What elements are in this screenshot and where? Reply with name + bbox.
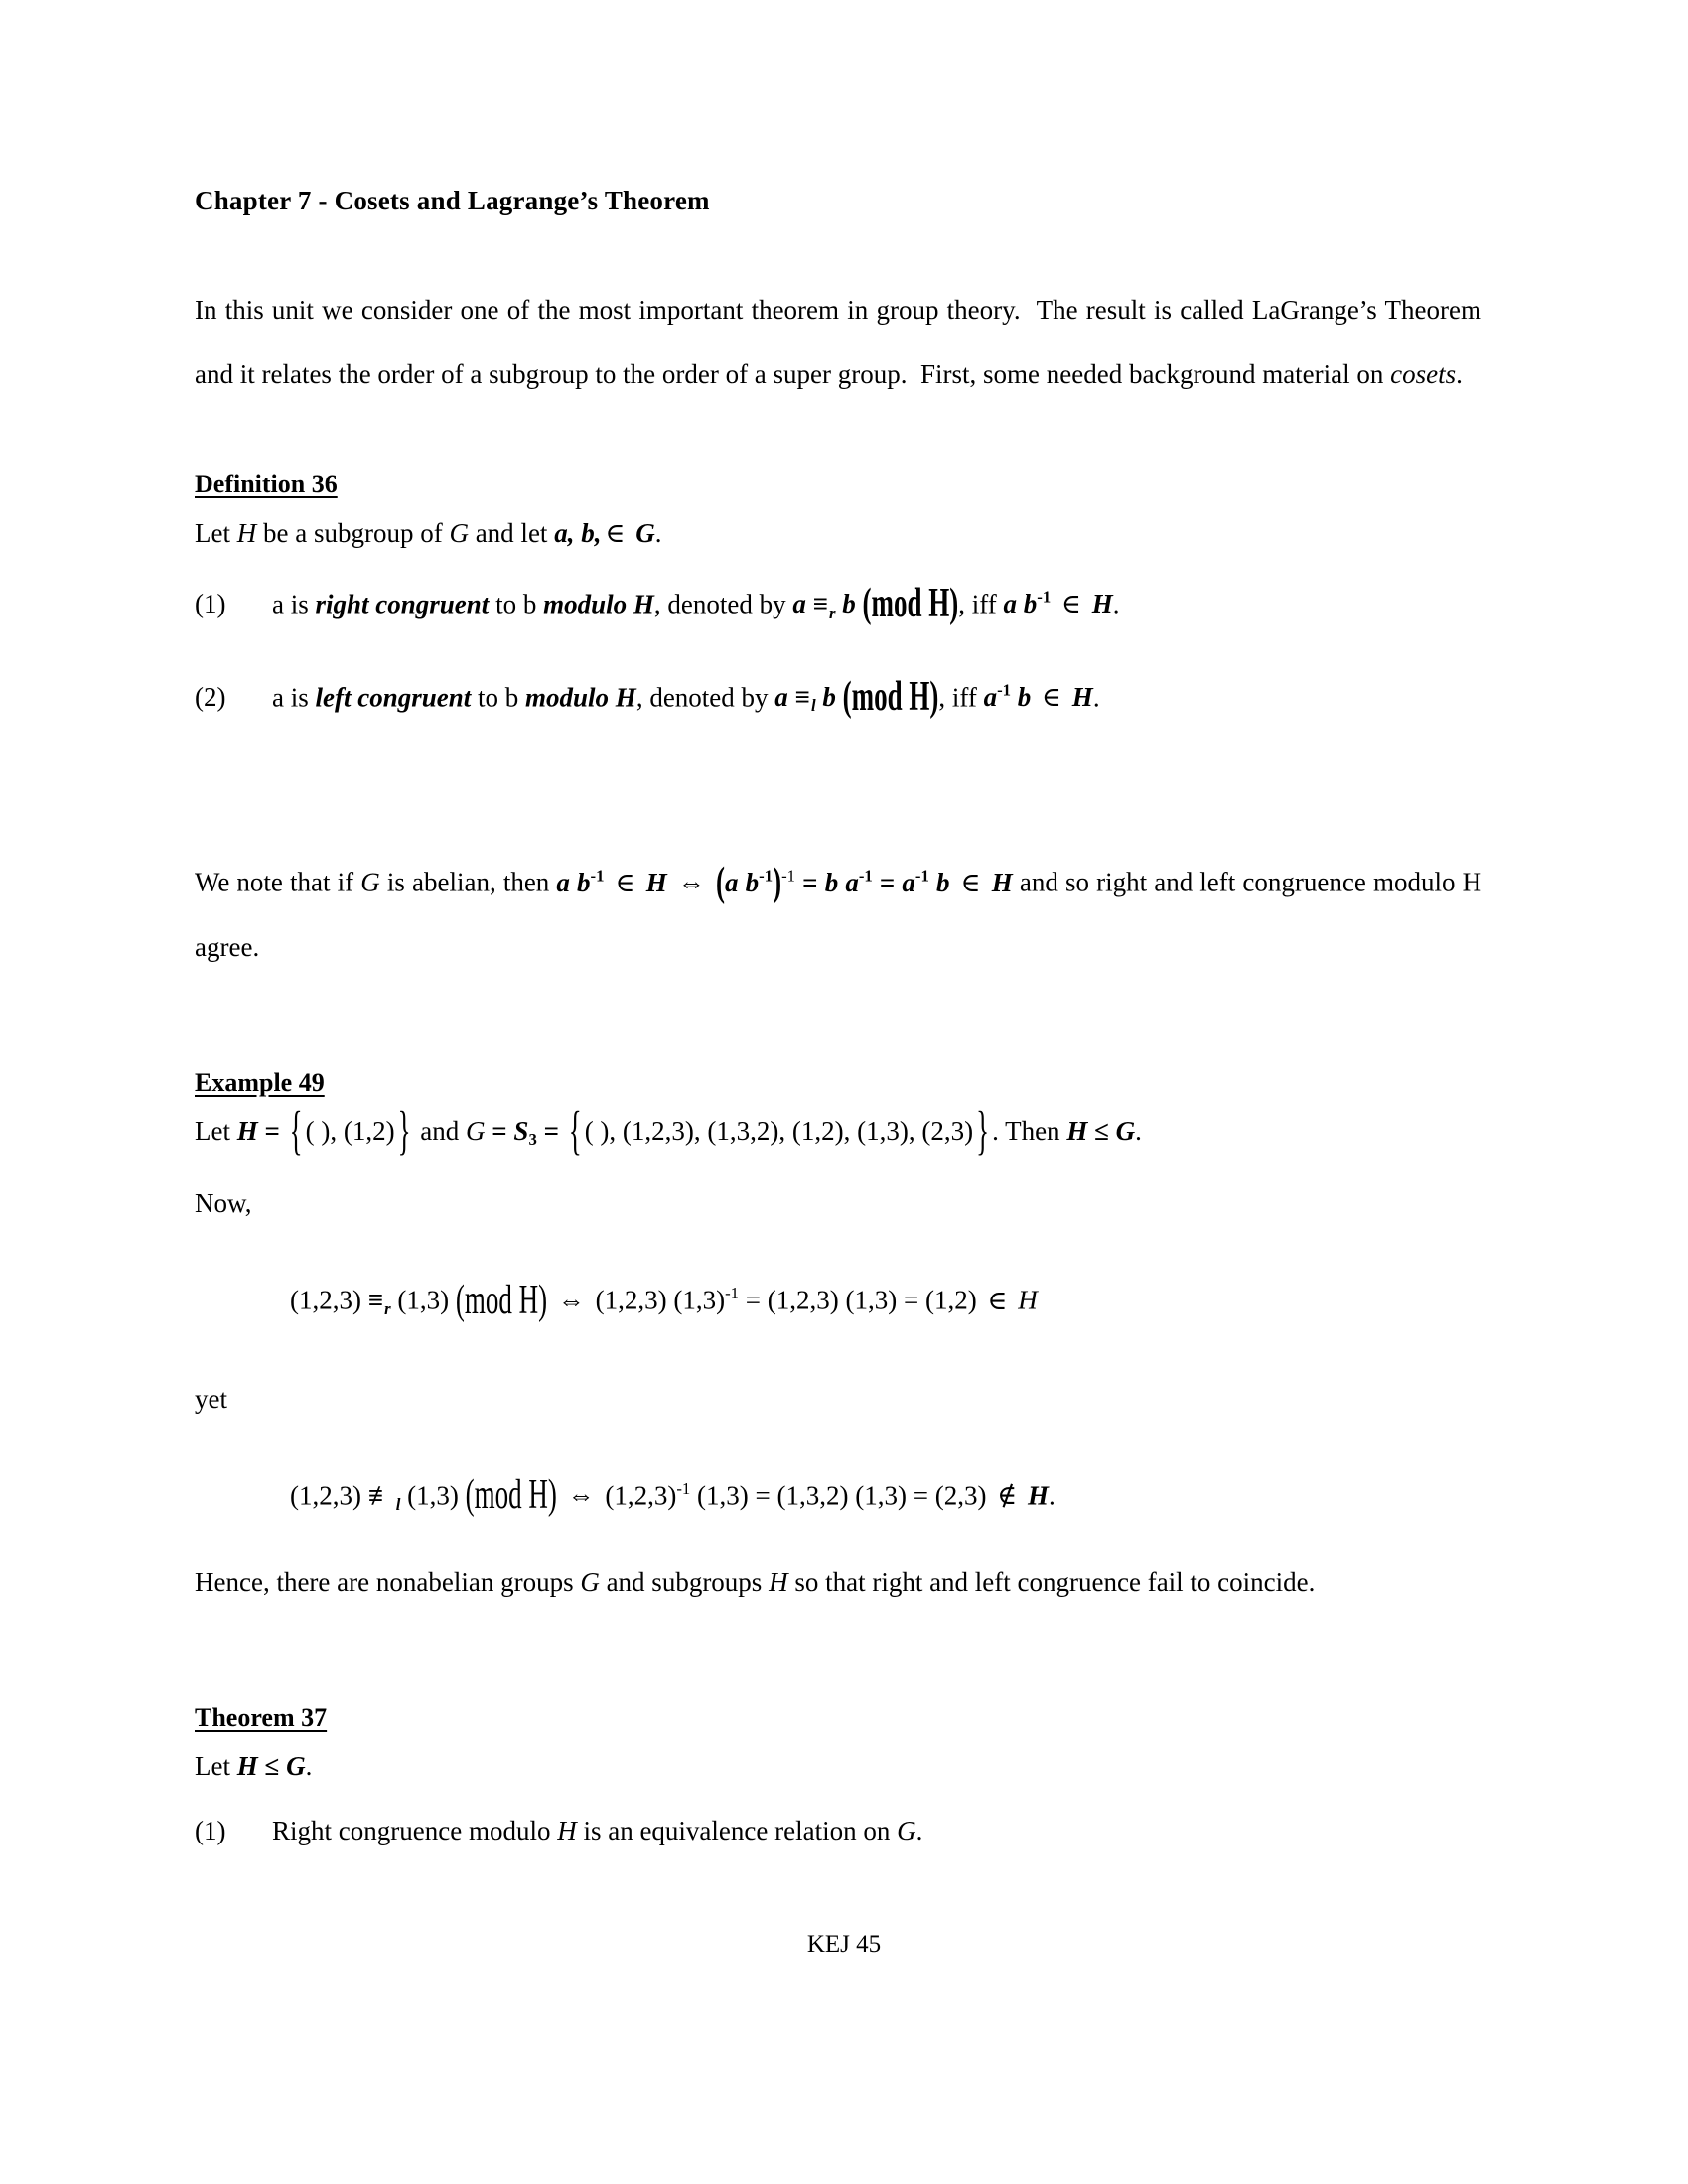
abelian-note-paragraph xyxy=(195,843,1481,979)
definition-36-lead xyxy=(195,501,1481,566)
eq2-s1: (1,2,3) xyxy=(605,1480,677,1511)
eq2-rel: ≢ xyxy=(367,1480,395,1511)
note-post: and so right and left congruence modulo H agree. xyxy=(195,867,1482,962)
ex-lead-g2: G xyxy=(1115,1116,1136,1147)
def-lead-post: and let xyxy=(468,517,555,548)
def1-t4: , iff xyxy=(958,589,1004,619)
def2-t2: to b xyxy=(471,681,526,712)
theorem-37-block xyxy=(195,1703,1481,1863)
def2-eq-b: b xyxy=(822,681,836,712)
thm-lead-g: G xyxy=(286,1751,306,1782)
example-yet-label: yet xyxy=(195,1383,227,1414)
note-b4: b xyxy=(935,867,950,897)
note-a4: a xyxy=(902,867,915,897)
def2-eq-a: a xyxy=(774,681,788,712)
ex-lead-then: . Then xyxy=(992,1116,1067,1147)
eq1-rel: ≡ xyxy=(367,1285,384,1315)
ex-lead-h: H xyxy=(236,1116,258,1147)
def1-eq-h: H xyxy=(1091,589,1113,619)
theorem-item-1-body xyxy=(272,1799,1481,1862)
thm-lead-pre: Let xyxy=(195,1751,237,1782)
note-close: ) xyxy=(773,858,782,904)
definition-item-2-body xyxy=(272,659,1481,739)
eq1-s3: (1,2) xyxy=(924,1285,977,1315)
ex-lead-h2: H xyxy=(1066,1116,1088,1147)
theorem-item-1-number: (1) xyxy=(195,1816,226,1846)
def1-eq-b: b xyxy=(842,589,856,619)
theorem-item-1 xyxy=(195,1799,1481,1862)
def2-eq-exp: -1 xyxy=(997,680,1012,700)
note-exp2: -1 xyxy=(759,866,774,886)
eq2-s3: (2,3) xyxy=(934,1480,987,1511)
definition-item-2 xyxy=(195,659,1481,739)
eq1-rhs: (1,3) xyxy=(397,1285,450,1315)
def1-em1: right congruent xyxy=(315,589,490,619)
def1-t3: , denoted by xyxy=(653,589,793,619)
eq1-in: ∈ xyxy=(987,1285,1008,1315)
eq2-iff-icon: ⇔ xyxy=(567,1480,595,1511)
example-49-heading: Example 49 xyxy=(195,1067,325,1097)
def1-t5: . xyxy=(1112,589,1120,619)
eq2-end: . xyxy=(1048,1480,1055,1511)
def-lead-mid: be a subgroup of xyxy=(256,517,450,548)
eq1-rel-sub: r xyxy=(384,1298,391,1318)
eq2-eq-a: = xyxy=(755,1480,771,1511)
def1-eq-b2: b xyxy=(1023,589,1038,619)
note-in2: ∈ xyxy=(960,867,981,897)
ex-lead-s: S xyxy=(513,1116,529,1147)
example-equation-2 xyxy=(195,1457,1481,1537)
note-a3: a xyxy=(845,867,859,897)
note-open: ( xyxy=(716,858,726,904)
note-b1: b xyxy=(577,867,591,897)
note-exp4: -1 xyxy=(858,866,873,886)
ex-lead-open-brace-1: { xyxy=(289,1100,303,1160)
example-hence-paragraph xyxy=(195,1551,1481,1615)
definition-item-1-body xyxy=(272,566,1481,645)
thm-lead-h: H xyxy=(236,1751,258,1782)
page-content xyxy=(195,185,1481,1862)
ex-lead-s-sub: 3 xyxy=(528,1130,537,1150)
def1-eq-a: a xyxy=(792,589,806,619)
def1-t1: a is xyxy=(272,589,316,619)
example-49-block xyxy=(195,1067,1481,1615)
note-eq1: = xyxy=(802,867,818,897)
eq1-mod: (mod H) xyxy=(455,1276,548,1323)
note-h2: H xyxy=(991,867,1013,897)
note-b3: b xyxy=(824,867,839,897)
def-lead-grp: G xyxy=(635,517,655,548)
def2-eq-mod: (mod H) xyxy=(842,673,939,720)
def-lead-pre: Let xyxy=(195,517,237,548)
note-exp1: -1 xyxy=(590,866,605,886)
definition-36-heading: Definition 36 xyxy=(195,470,338,499)
ex-lead-set1: ( ), (1,2) xyxy=(305,1116,395,1147)
note-h1: H xyxy=(645,867,667,897)
page-title: Chapter 7 - Cosets and Lagrange’s Theorem xyxy=(195,186,710,215)
def2-eq-a2: a xyxy=(983,681,998,712)
eq2-rel-sub: l xyxy=(395,1494,401,1514)
eq1-s1-exp: -1 xyxy=(725,1284,740,1303)
def2-eq-h: H xyxy=(1071,681,1093,712)
eq2-eq-b: = xyxy=(913,1480,928,1511)
hence-post: so that right and left congruence fail to coincide. xyxy=(787,1567,1316,1597)
thm-lead-end: . xyxy=(305,1751,313,1782)
def2-eq-rel: ≡ xyxy=(794,681,810,712)
ex-lead-close-brace-2: } xyxy=(976,1100,990,1160)
def1-t2: to b xyxy=(489,589,544,619)
intro-period: . xyxy=(1456,359,1463,390)
note-pre: We note that if xyxy=(195,867,361,897)
intro-cosets-italic: cosets xyxy=(1390,359,1457,390)
ex-lead-g: G xyxy=(466,1116,486,1147)
theorem-37-heading: Theorem 37 xyxy=(195,1703,328,1732)
ex-lead-eq2: = xyxy=(492,1116,507,1147)
eq1-lhs: (1,2,3) xyxy=(290,1285,361,1315)
eq2-s1-exp: -1 xyxy=(676,1478,691,1498)
thm-lead-le: ≤ xyxy=(264,1751,280,1782)
ex-lead-pre: Let xyxy=(195,1116,237,1147)
example-49-lead xyxy=(195,1099,1481,1171)
def2-em2: modulo H xyxy=(525,681,636,712)
intro-text-part1: In this unit we consider one of the most important theorem in group theory. The result is called LaGrange’s Theorem and it relates the order of a subgroup to the order of a super group. First, some needed background material on xyxy=(195,295,1481,390)
note-a1: a xyxy=(556,867,570,897)
def2-t1: a is xyxy=(272,681,316,712)
thm1-t2: is an equivalence relation on xyxy=(576,1816,898,1846)
thm1-t3: . xyxy=(915,1816,923,1846)
def1-eq-in: ∈ xyxy=(1060,589,1081,619)
eq1-eq-a: = xyxy=(745,1285,762,1315)
def-lead-vars: a, b, xyxy=(554,517,602,548)
ex-lead-end: . xyxy=(1135,1116,1142,1147)
note-in1: ∈ xyxy=(615,867,635,897)
eq1-iff-icon: ⇔ xyxy=(557,1285,585,1315)
eq1-eq-b: = xyxy=(903,1285,919,1315)
eq1-h: H xyxy=(1018,1285,1038,1315)
eq2-lhs: (1,2,3) xyxy=(290,1480,361,1511)
eq1-s2: (1,2,3) (1,3) xyxy=(767,1285,898,1315)
note-b2: b xyxy=(745,867,760,897)
hence-mid: and subgroups xyxy=(599,1567,770,1597)
ex-lead-and: and xyxy=(413,1116,467,1147)
eq1-s1: (1,2,3) (1,3) xyxy=(595,1285,726,1315)
note-exp5: -1 xyxy=(914,866,929,886)
definition-item-1 xyxy=(195,566,1481,645)
hence-pre: Hence, there are nonabelian groups xyxy=(195,1567,581,1597)
ex-lead-le: ≤ xyxy=(1094,1116,1109,1147)
def2-eq-in: ∈ xyxy=(1042,681,1062,712)
intro-paragraph xyxy=(195,278,1481,407)
thm1-t1: Right congruence modulo xyxy=(272,1816,558,1846)
example-now-label: Now, xyxy=(195,1188,252,1219)
eq2-notin: ∉ xyxy=(997,1480,1018,1511)
eq2-h: H xyxy=(1027,1480,1049,1511)
thm1-h: H xyxy=(557,1816,577,1846)
hence-h: H xyxy=(769,1567,788,1597)
def1-eq-rel: ≡ xyxy=(812,589,828,619)
eq2-mod: (mod H) xyxy=(465,1471,557,1518)
note-iff-icon: ⇔ xyxy=(677,867,705,897)
note-mid: is abelian, then xyxy=(379,867,557,897)
def2-em1: left congruent xyxy=(315,681,472,712)
def1-em2: modulo H xyxy=(543,589,654,619)
def-lead-g: G xyxy=(449,517,469,548)
example-equation-1 xyxy=(195,1262,1481,1341)
theorem-37-lead xyxy=(195,1734,1481,1799)
note-eq2: = xyxy=(879,867,896,897)
ex-lead-eq3: = xyxy=(543,1116,559,1147)
eq2-rhs: (1,3) xyxy=(407,1480,459,1511)
def-lead-in: ∈ xyxy=(605,517,626,548)
note-g: G xyxy=(360,867,380,897)
def1-eq-mod: (mod H) xyxy=(862,580,959,626)
def2-eq-b2: b xyxy=(1017,681,1032,712)
page-footer: KEJ 45 xyxy=(806,1931,882,1958)
def1-eq-a2: a xyxy=(1003,589,1017,619)
def1-eq-sub: r xyxy=(828,603,836,622)
eq2-s1b: (1,3) xyxy=(697,1480,749,1511)
note-a2: a xyxy=(725,867,739,897)
thm1-g: G xyxy=(897,1816,916,1846)
ex-lead-close-brace-1: } xyxy=(397,1100,411,1160)
definition-item-1-number: (1) xyxy=(195,589,226,619)
note-exp3: -1 xyxy=(781,866,796,886)
def-lead-end: . xyxy=(654,517,662,548)
ex-lead-eq1: = xyxy=(264,1116,280,1147)
def-lead-h: H xyxy=(236,517,257,548)
def2-eq-sub: l xyxy=(810,696,816,716)
def2-t5: . xyxy=(1092,681,1100,712)
hence-g: G xyxy=(580,1567,600,1597)
def1-eq-exp: -1 xyxy=(1037,587,1052,607)
def2-t4: , iff xyxy=(938,681,984,712)
def2-t3: , denoted by xyxy=(635,681,775,712)
definition-36-block xyxy=(195,469,1481,738)
ex-lead-open-brace-2: { xyxy=(568,1100,582,1160)
eq2-s2: (1,3,2) (1,3) xyxy=(776,1480,907,1511)
definition-item-2-number: (2) xyxy=(195,681,226,712)
ex-lead-set2: ( ), (1,2,3), (1,3,2), (1,2), (1,3), (2,3) xyxy=(584,1116,974,1147)
